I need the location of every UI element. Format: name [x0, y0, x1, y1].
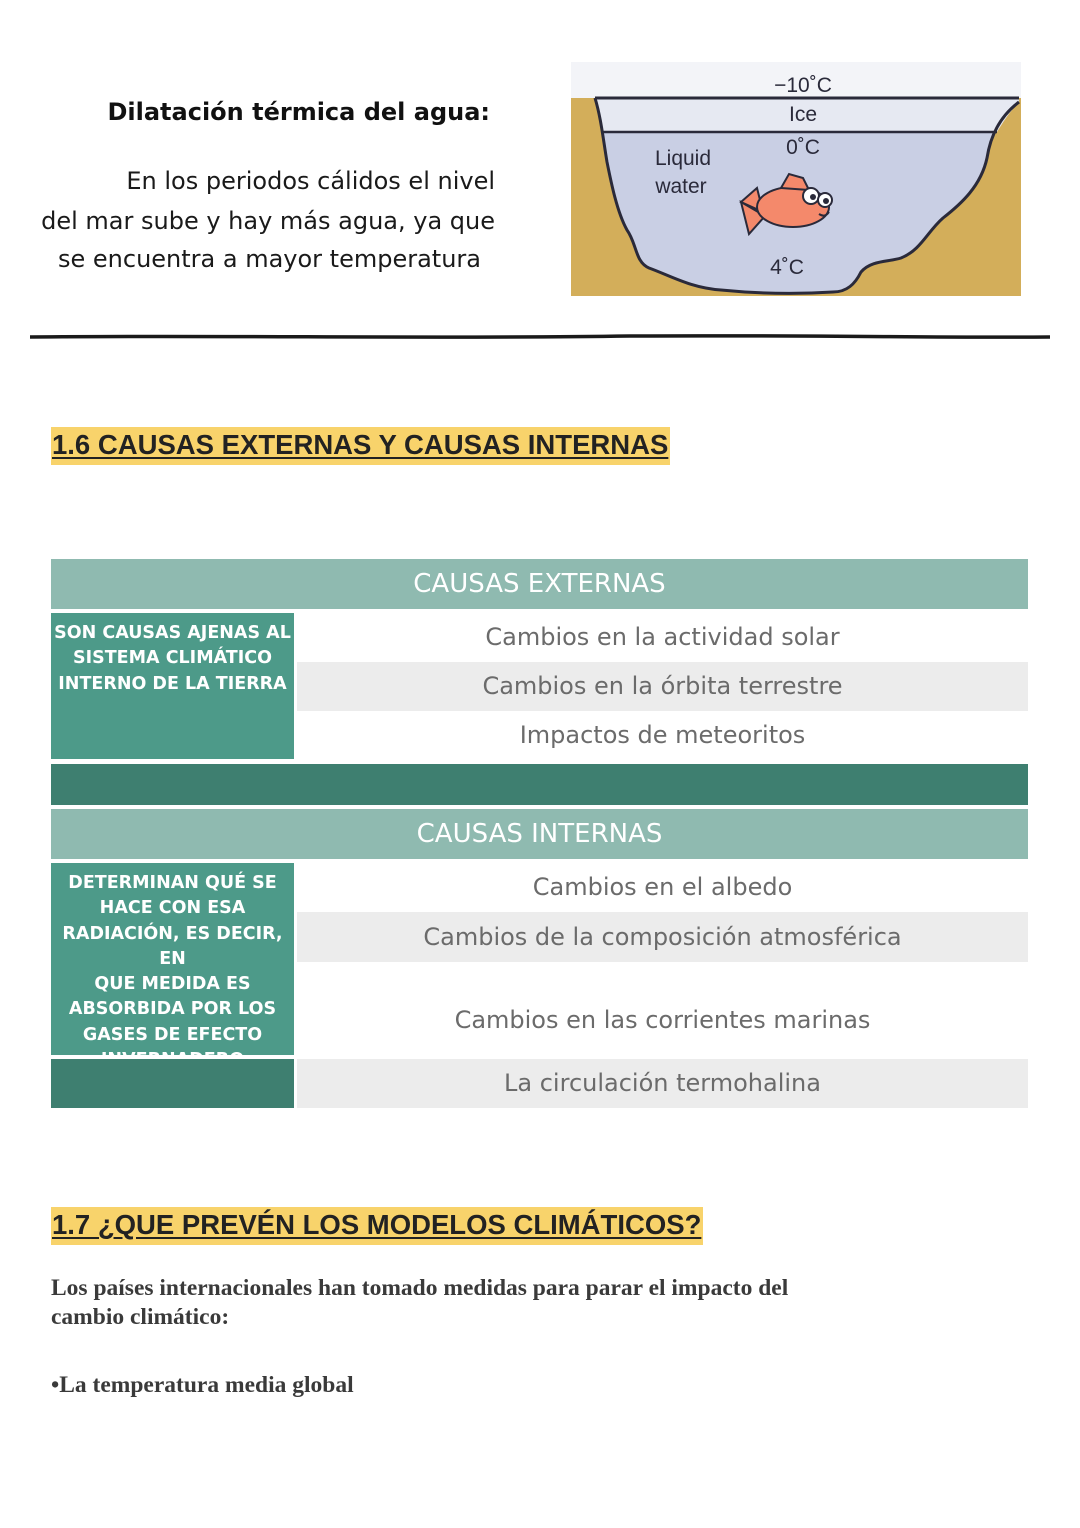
section-divider	[30, 334, 1050, 340]
table-row: Impactos de meteoritos	[519, 721, 806, 749]
diagram-water-label: water	[655, 175, 707, 198]
side-line: DETERMINAN QUÉ SE	[68, 873, 277, 893]
dilatacion-line: se encuentra a mayor temperatura	[58, 245, 481, 273]
dilatacion-line: del mar sube y hay más agua, ya que	[41, 206, 495, 235]
table-row: Cambios en la órbita terrestre	[297, 662, 1028, 711]
dilatacion-text	[40, 162, 495, 279]
causas-internas-header: CAUSAS INTERNAS	[51, 809, 1028, 859]
table-row: Cambios en la actividad solar	[485, 623, 840, 651]
table-band-small	[51, 1059, 294, 1108]
lake-diagram	[571, 62, 1021, 296]
side-line: SON CAUSAS AJENAS AL	[54, 623, 291, 643]
section-1-6-heading: 1.6 CAUSAS EXTERNAS Y CAUSAS INTERNAS	[51, 427, 670, 465]
causas-externas-table	[51, 559, 1028, 759]
diagram-ice-label: Ice	[788, 103, 818, 126]
diagram-liquid-label: Liquid	[654, 147, 712, 170]
section-1-7-heading: 1.7 ¿QUE PREVÉN LOS MODELOS CLIMÁTICOS?	[51, 1207, 703, 1245]
bullet-item: •La temperatura media global	[51, 1372, 354, 1398]
diagram-temp-mid: 0˚C	[786, 136, 820, 159]
side-line: HACE CON ESA	[99, 898, 246, 919]
diagram-temp-top: −10˚C	[774, 74, 832, 97]
table-row: La circulación termohalina	[297, 1059, 1028, 1108]
side-line: QUE MEDIDA ES	[94, 974, 251, 995]
table-row: Cambios de la composición atmosférica	[297, 912, 1028, 962]
side-line: INTERNO DE LA TIERRA	[58, 673, 287, 694]
diagram-temp-bottom: 4˚C	[770, 256, 804, 279]
side-line: GASES DE EFECTO	[82, 1024, 263, 1045]
causas-internas-table	[51, 809, 1028, 1108]
causas-externas-side	[51, 613, 294, 759]
table-separator	[51, 764, 1028, 805]
table-row: Cambios en las corrientes marinas	[454, 1006, 871, 1034]
dilatacion-title: Dilatación térmica del agua:	[107, 98, 490, 126]
causas-externas-header: CAUSAS EXTERNAS	[51, 559, 1028, 609]
side-line: SISTEMA CLIMÁTICO	[73, 648, 272, 669]
table-band	[51, 764, 1028, 805]
table-row: Cambios en el albedo	[532, 873, 793, 901]
paragraph-line: cambio climático:	[51, 1304, 230, 1330]
paragraph-line: Los países internacionales han tomado medidas para parar el impacto del	[51, 1275, 789, 1301]
side-line: RADIACIÓN, ES DECIR, EN	[62, 923, 283, 969]
section-1-7-paragraph	[51, 1274, 1051, 1332]
side-line: ABSORBIDA POR LOS	[68, 999, 277, 1020]
causas-internas-side	[51, 863, 294, 1055]
dilatacion-line: En los periodos cálidos el nivel	[126, 167, 495, 195]
